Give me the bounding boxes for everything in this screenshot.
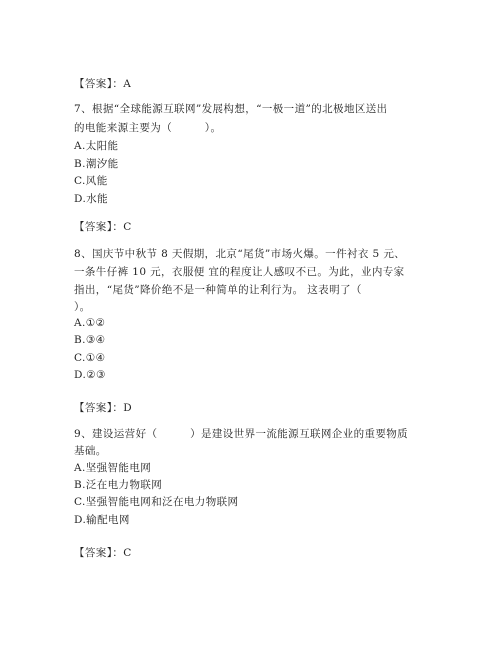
question-7-option-a: A.太阳能 <box>74 140 119 152</box>
question-9-option-a: A.坚强智能电网 <box>74 462 152 474</box>
question-8-option-a: A.①② <box>74 317 106 329</box>
question-8-option-b: B.③④ <box>74 334 106 346</box>
answer-q6: 【答案】：A <box>74 78 132 90</box>
question-7-text-line-2: 的电能来源主要为（ ）。 <box>74 122 222 134</box>
question-9-text-line-2: 基础。 <box>74 445 107 457</box>
question-8-text-line-1: 8、国庆节中秋节 8 天假期，北京“尾货”市场火爆。一件衬衣 5 元、 <box>74 248 406 260</box>
question-8-option-c: C.①④ <box>74 352 106 364</box>
question-8-text-line-3: 指出，“尾货”降价绝不是一种简单的让利行为。 这表明了（ <box>74 284 362 296</box>
question-9-option-b: B.泛在电力物联网 <box>74 479 163 491</box>
question-8-option-d: D.②③ <box>74 369 106 381</box>
question-9-option-c: C.坚强智能电网和泛在电力物联网 <box>74 496 239 508</box>
question-7-text-line-1: 7、根据“全球能源互联网”发展构想，“一极一道”的北极地区送出 <box>74 103 388 115</box>
answer-q9: 【答案】：C <box>74 547 132 559</box>
question-7-option-d: D.水能 <box>74 193 108 205</box>
answer-q8: 【答案】：D <box>74 402 133 414</box>
answer-q7: 【答案】：C <box>74 221 132 233</box>
question-7-option-c: C.风能 <box>74 175 108 187</box>
question-9-option-d: D.输配电网 <box>74 514 130 526</box>
question-9-text-line-1: 9、建设运营好（ ）是建设世界一流能源互联网企业的重要物质 <box>74 428 409 440</box>
question-7-option-b: B.潮汐能 <box>74 158 119 170</box>
question-8-text-line-2: 一条牛仔裤 10 元，衣服便 宜的程度让人感叹不已。为此，业内专家 <box>74 266 405 278</box>
question-8-text-line-4: ）。 <box>74 301 91 313</box>
